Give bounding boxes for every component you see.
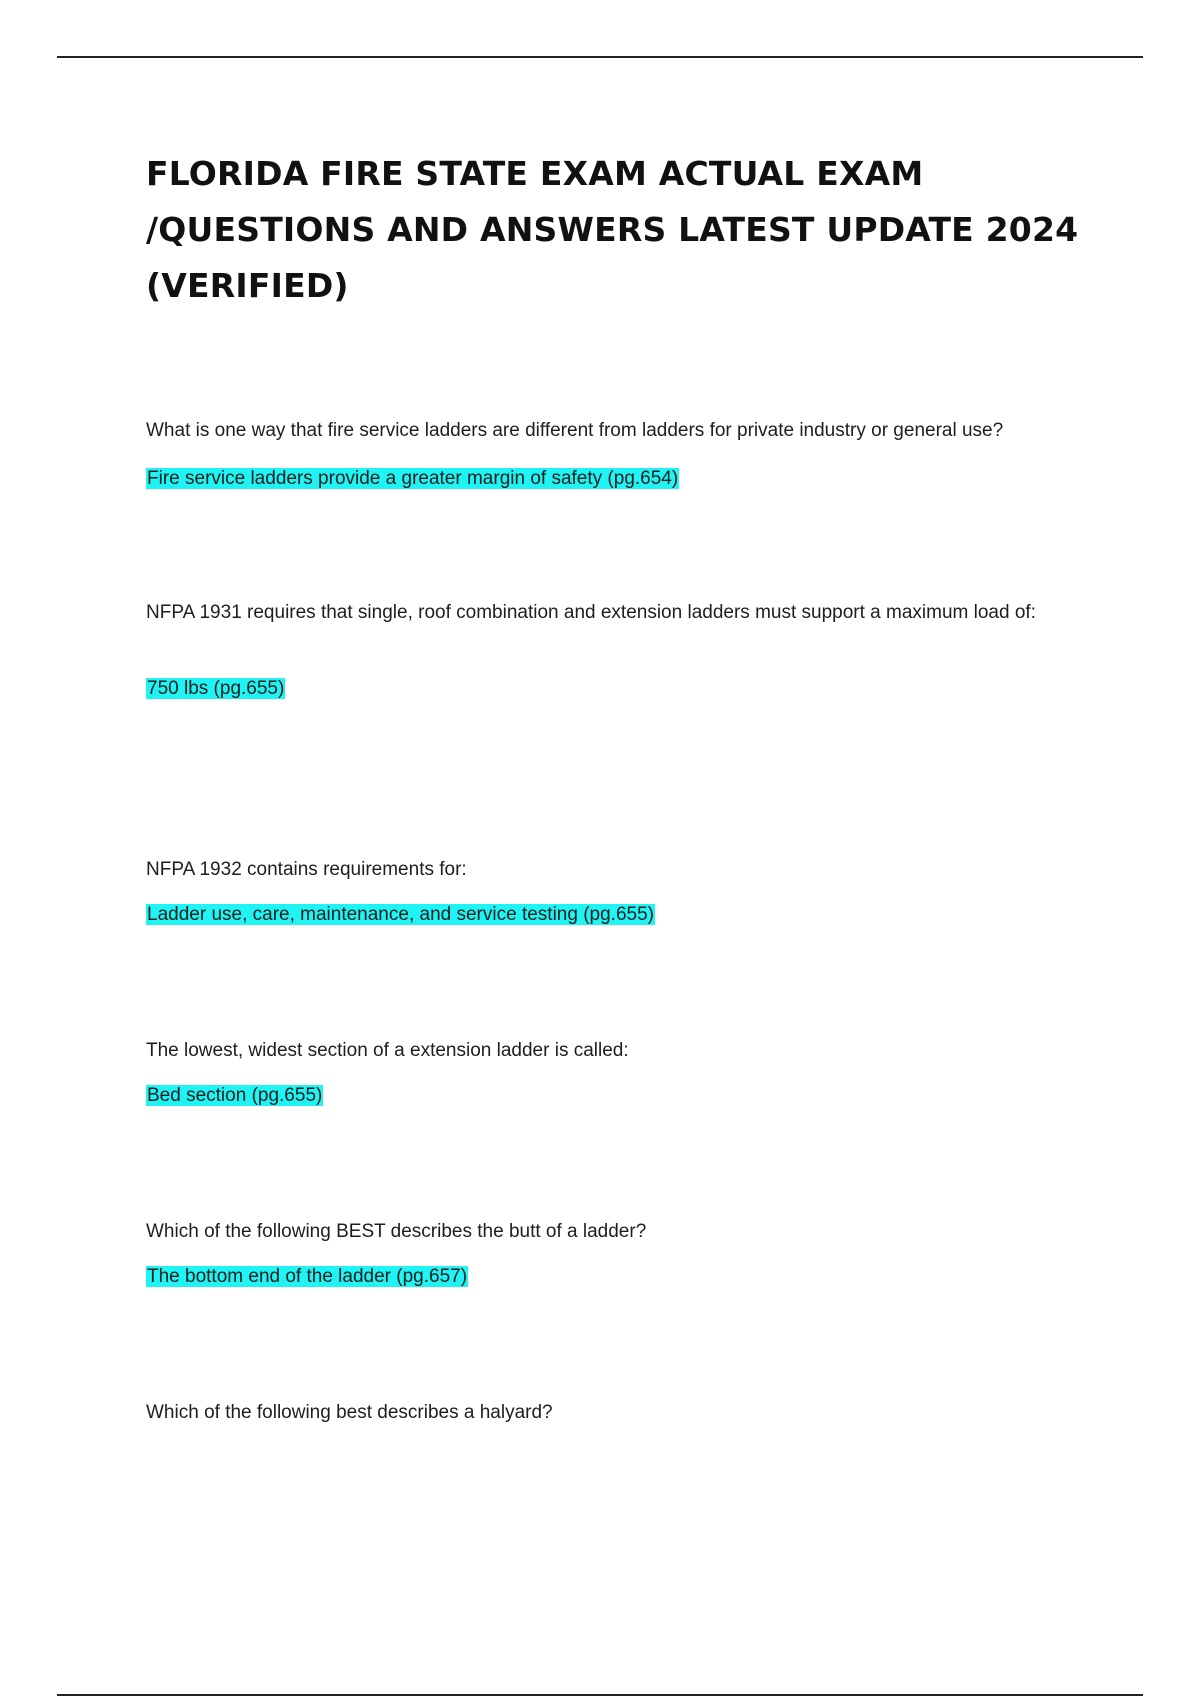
answer-4-highlight: Bed section (pg.655) xyxy=(147,1085,323,1106)
answer-2 xyxy=(146,676,285,701)
answer-2-highlight: 750 lbs (pg.655) xyxy=(147,678,285,699)
question-2: NFPA 1931 requires that single, roof combination and extension ladders must support a maximum load of: xyxy=(146,602,1036,623)
question-6: Which of the following best describes a halyard? xyxy=(146,1402,553,1423)
question-1: What is one way that fire service ladders are different from ladders for private industry or general use? xyxy=(146,420,1004,441)
page-title: FLORIDA FIRE STATE EXAM ACTUAL EXAM /QUESTIONS AND ANSWERS LATEST UPDATE 2024 (VERIFIED) xyxy=(146,154,1079,305)
question-5: Which of the following BEST describes the butt of a ladder? xyxy=(146,1221,647,1242)
bottom-rule xyxy=(57,1694,1143,1696)
answer-1 xyxy=(146,466,679,491)
answer-4 xyxy=(146,1083,323,1108)
answer-5 xyxy=(146,1264,468,1289)
answer-3 xyxy=(146,902,655,927)
question-4: The lowest, widest section of a extension ladder is called: xyxy=(146,1040,629,1061)
top-rule xyxy=(57,56,1143,58)
question-3: NFPA 1932 contains requirements for: xyxy=(146,859,467,880)
answer-5-highlight: The bottom end of the ladder (pg.657) xyxy=(147,1266,468,1287)
answer-1-highlight: Fire service ladders provide a greater margin of safety (pg.654) xyxy=(147,468,679,489)
answer-3-highlight: Ladder use, care, maintenance, and service testing (pg.655) xyxy=(147,904,654,925)
